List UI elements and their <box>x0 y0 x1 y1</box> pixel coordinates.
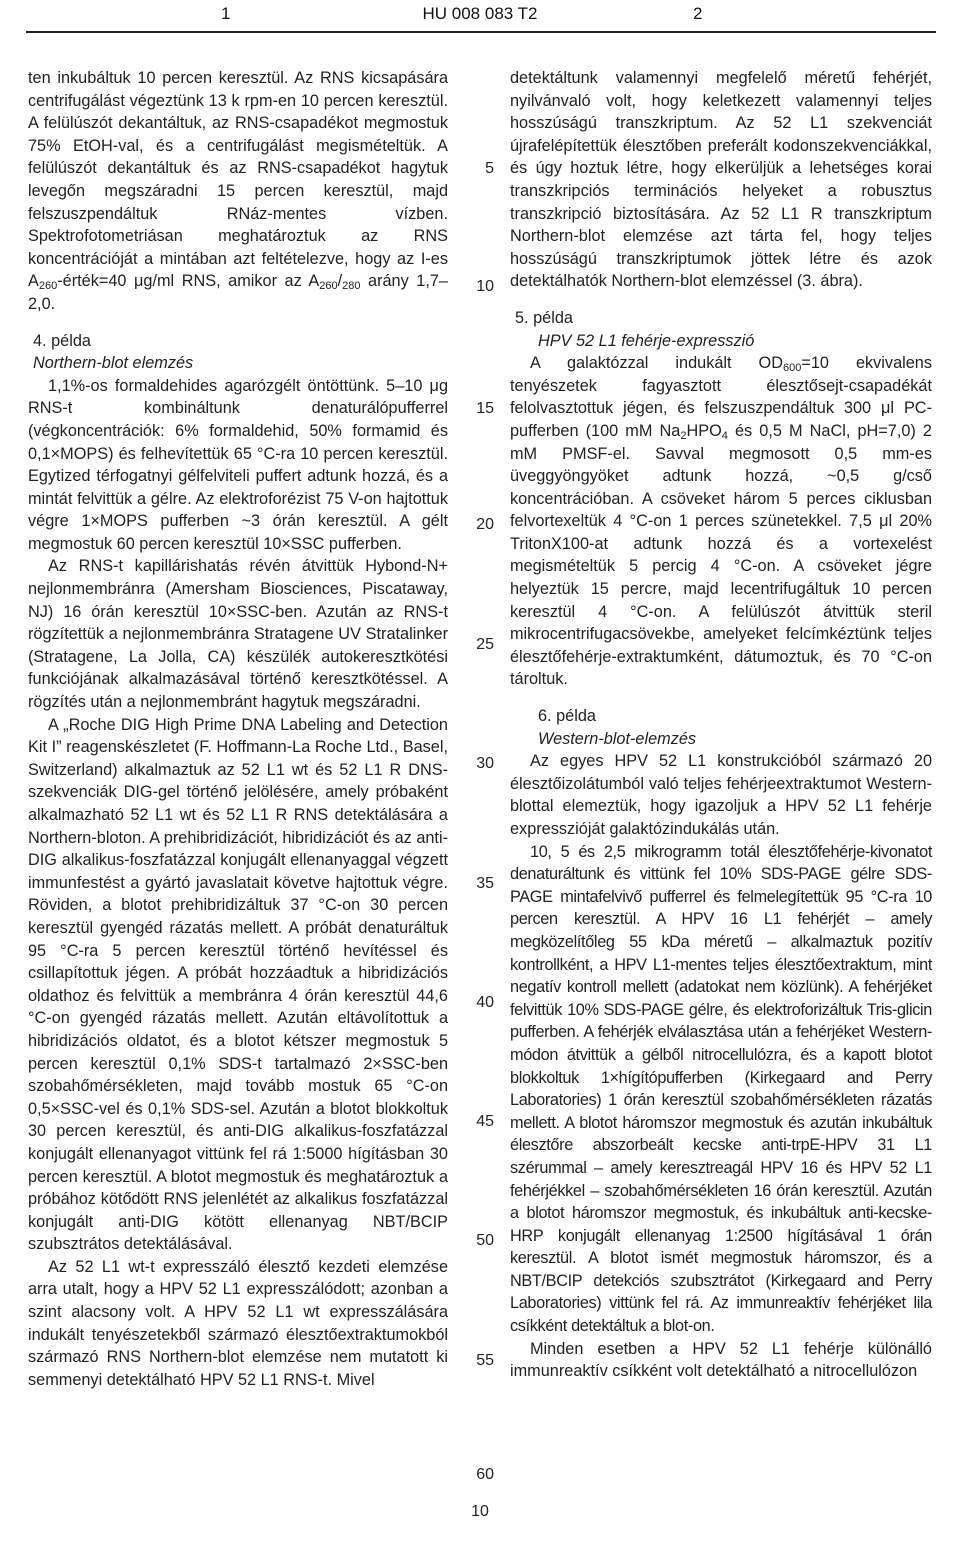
paragraph-gel: 1,1%-os formaldehides agarózgélt öntöttünk. 5–10 μg RNS-t kombináltunk denaturálópufferrel (végkoncentrációk: 6% formaldehid, 50% formamid és 0,1×MOPS) és felhevítettük 65 °C-ra 10 percen keresztül. Egytized térfogatnyi gélfelviteli puffert adtunk hozzá, és a mintát felvittük a gélre. Az elektroforézist 75 V-on hajtottuk végre 1×MOPS pufferben ~3 órán keresztül. A gélt megmostuk 60 percen keresztül 10×SSC pufferben. <box>28 376 448 553</box>
paragraph-dig-labeling: A „Roche DIG High Prime DNA Labeling and Detection Kit I” reagenskészletet (F. Hoffmann-La Roche Ltd., Basel, Switzerland) alkalmaztuk az 52 L1 wt és 52 L1 R DNS-szekvenciák DIG-gel történő jelölésére, amely próbaként alkalmazható 52 L1 wt és 52 L1 R RNS detektálására a Northern-bloton. A prehibridizációt, hibridizációt és az anti-DIG alkalikus-foszfatázzal konjugált ellenanyaggal végzett immunfestést a gyártó javaslatait követve hajtottuk végre. Röviden, a blotot prehibridizáltuk 37 °C-on 30 percen keresztül gyengéd rázatás mellett. A próbát denaturáltuk 95 °C-ra 5 percen keresztül történő hevítéssel és csillapítottuk jégen. A próbát hozzáadtuk a hibridizációs oldathoz és felvittük a membránra 4 órán keresztül 44,6 °C-on gyengéd rázatás mellett. Azután eltávolítottuk a hibridizációs oldatot, és a blotot kétszer megmostuk 5 percen keresztül 0,1% SDS-t tartalmazó 2×SSC-ben szobahőmérsékleten, majd tovább mostuk 65 °C-on 0,5×SSC-vel és 0,1% SDS-sel. Azután a blotot blokkoltuk 30 percen keresztül, és anti-DIG alkalikus-foszfatázzal konjugált ellenanyagot vittünk fel rá 1:5000 hígításban 30 percen keresztül. A blotot megmostuk és meghatároztuk a próbához kötődött RNS jelenlétét az alkalikus foszfatázzal konjugált anti-DIG kötött ellenanyag NBT/BCIP szubsztrátos detektálásával. <box>28 715 448 1254</box>
line-number: 55 <box>476 1352 494 1369</box>
line-number: 5 <box>485 160 494 177</box>
example-6-title: 6. példa <box>538 707 596 726</box>
line-number: 25 <box>476 636 494 653</box>
example-4-subtitle: Northern-blot elemzés <box>33 354 194 373</box>
line-number: 35 <box>476 875 494 892</box>
paragraph-rna-precipitation: ten inkubáltuk 10 percen keresztül. Az RNS kicsapására centrifugálást végeztünk 13 k rpm-en 10 percen keresztül. A felülúszót dekantáltuk, az RNS-csapadékot megmostuk 75% EtOH-val, és a centrifugálást megismételtük. A felülúszót dekantáltuk és az RNS-csapadékot hagytuk levegőn megszáradni 15 percen keresztül, majd felszuszpendáltuk RNáz-mentes vízben. Spektrofotometriásan meghatároztuk az RNS koncentrációját a mintában azt feltételezve, hogy az I-es $A_{260}-érték=40$ μg/ml RNS, amikor az $A_{260}/_{280}$ arány 1,7–2,0. <box>28 69 448 313</box>
paragraph-transcript-analysis: detektáltunk valamennyi megfelelő méretű fehérjét, nyilvánvaló volt, hogy keletkezett valamennyi teljes hosszúságú transzkriptum. Az 52 L1 szekvenciát újrafelépítettük élesztőben preferált kodonszekvenciákkal, és úgy hoztuk létre, hogy elkerüljük a lehetséges korai transzkripciós terminációs helyeket a robusztus transzkripció biztosítására. Az 52 L1 R transzkriptum Northern-blot elemzése azt tárta fel, hogy teljes hosszúságú transzkriptumok jöttek létre és azok detektálhatók Northern-blot elemzéssel (3. ábra). <box>510 69 932 291</box>
paragraph-protein-extraction: A galaktózzal indukált $OD_{600}=10$ ekvivalens tenyészetek fagyasztott élesztősejt-csapadékát felolvasztottuk jégen, és felszuszpendáltuk 300 μl PC-pufferben (100 mM $Na_2HPO_4$ és 0,5 M NaCl, pH=7,0) 2 mM PMSF-el. Savval megmosott 0,5 mm-es üveggyöngyöket adtunk hozzá, ~0,5 g/cső koncentrációban. A csöveket három 5 perces ciklusban felvortexeltük 4 °C-on 1 perces szünetekkel. 7,5 μl 20% TritonX100-at adtunk hozzá és a vortexelést megismételtük 5 percig 4 °C-on. A csöveket jégre helyeztük 15 percre, majd lecentrifugáltuk 10 percen keresztül 4 °C-on. A felülúszót átvittük steril mikrocentrifugacsövekbe, amelyeket felcímkéztünk teljes élesztőfehérje-extraktumként, dátumoztuk, és 70 °C-on tároltuk. <box>510 354 932 689</box>
paragraph-western-procedure: 10, 5 és 2,5 mikrogramm totál élesztőfehérje-kivonatot denaturáltunk és vittünk fel 10% SDS-PAGE gélre SDS-PAGE mintafelvivő pufferrel és felmelegítettük 95 °C-ra 10 percen keresztül. A HPV 16 L1 fehérjét – amely megközelítőleg 55 kDa méretű – alkalmaztuk pozitív kontrollként, a HPV L1-mentes teljes élesztőextraktum, mint negatív kontroll mellett (adatokat nem közlünk). A fehérjéket felvittük 10% SDS-PAGE gélre, és elektroforizáltuk Tris-glicin pufferben. A fehérjék elválasztása után a fehérjéket Western-módon átvittük a gélből nitrocellulózra, és a kapott blotot blokkoltuk 1×hígítópufferben (Kirkegaard and Perry Laboratories) 1 órán keresztül szobahőmérsékleten rázatás mellett. A blotot háromszor megmostuk és azután inkubáltuk élesztőre abszorbeált kecske anti-trpE-HPV 31 L1 szérummal – amely keresztreagál HPV 16 és HPV 52 L1 fehérjékkel – szobahőmérsékleten 16 órán keresztül. Azután a blotot háromszor megmostuk, és inkubáltuk anti-kecske-HRP konjugált ellenanyag 1:2500 hígításával 1 órán keresztül. A blotot ismét megmostuk háromszor, és a NBT/BCIP detekciós szubsztrátot (Kirkegaard and Perry Laboratories) vittünk fel rá. Az immunreaktív fehérjéket lila csíkként detektáltuk a blot-on. <box>510 842 932 1336</box>
header-page-right: 2 <box>693 4 703 23</box>
left-column <box>28 67 448 1391</box>
line-number: 30 <box>476 755 494 772</box>
header-rule <box>26 31 936 33</box>
footer-page-number: 10 <box>471 1503 489 1520</box>
line-number: 10 <box>476 278 494 295</box>
header-patent-number: HU 008 083 T2 <box>422 4 538 23</box>
example-5-subtitle: HPV 52 L1 fehérje-expresszió <box>538 331 755 350</box>
example-5-title: 5. példa <box>515 308 573 327</box>
example-6-subtitle: Western-blot-elemzés <box>538 729 697 748</box>
paragraph-transfer: Az RNS-t kapillárishatás révén átvittük Hybond-N+ nejlonmembránra (Amersham Biosciences, Piscataway, NJ) 16 órán keresztül 10×SSC-ben. Azután az RNS-t rögzítettük a nejlonmembránra Stratagene UV Stratalinker (Stratagene, La Jolla, CA) készülék autokeresztkötési funkciójának alkalmazásával történő keresztkötéssel. A rögzítés után a nejlonmembránt hagytuk megszáradni. <box>28 557 448 712</box>
line-number: 15 <box>476 400 494 417</box>
paragraph-western-intro: Az egyes HPV 52 L1 konstrukcióból származó 20 élesztőizolátumból való teljes fehérjeextraktumot Western-blottal elemeztük, hogy igazoljuk a HPV 52 L1 fehérje expresszióját galaktózindukálás után. <box>510 752 932 838</box>
line-number: 20 <box>476 516 494 533</box>
header-page-left: 1 <box>221 4 231 23</box>
line-number: 50 <box>476 1232 494 1249</box>
line-number: 60 <box>476 1466 494 1483</box>
line-number: 45 <box>476 1113 494 1130</box>
example-4-title: 4. példa <box>33 331 91 350</box>
paragraph-western-result: Minden esetben a HPV 52 L1 fehérje különálló immunreaktív csíkként volt detektálható a nitrocellulózon <box>510 1339 932 1381</box>
paragraph-initial-analysis: Az 52 L1 wt-t expresszáló élesztő kezdeti elemzése arra utalt, hogy a HPV 52 L1 expresszálódott; azonban a szint alacsony volt. A HPV 52 L1 wt expresszálására indukált tenyészetekből származó élesztőextraktumokból származó RNS Northern-blot elemzése nem mutatott ki semmenyi detektálható HPV 52 L1 RNS-t. Mivel <box>28 1257 448 1389</box>
line-number: 40 <box>476 994 494 1011</box>
right-column <box>510 67 932 1383</box>
